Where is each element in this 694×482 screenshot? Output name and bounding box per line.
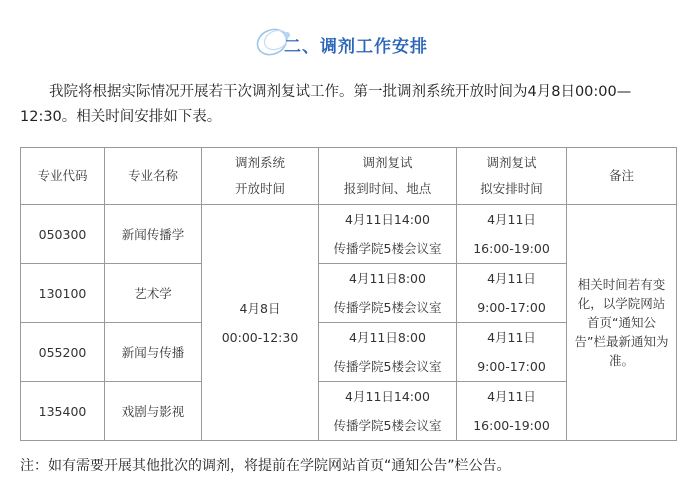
header-plan: 调剂复试 拟安排时间 xyxy=(457,148,567,205)
name-cell: 戏剧与影视 xyxy=(105,382,202,441)
plan-cell: 4月11日 16:00-19:00 xyxy=(457,382,567,441)
plan-cell: 4月11日 16:00-19:00 xyxy=(457,205,567,264)
plan-cell: 4月11日 9:00-17:00 xyxy=(457,323,567,382)
table-row xyxy=(21,205,677,264)
intro-paragraph: 我院将根据实际情况开展若干次调剂复试工作。第一批调剂系统开放时间为4月8日00:00—12:30。相关时间安排如下表。 xyxy=(20,84,632,125)
footnote: 注：如有需要开展其他批次的调剂，将提前在学院网站首页“通知公告”栏公告。 xyxy=(20,458,511,474)
code-cell: 055200 xyxy=(21,323,105,382)
schedule-table xyxy=(20,147,677,441)
header-name: 专业名称 xyxy=(105,148,202,205)
report-cell: 4月11日14:00 传播学院5楼会议室 xyxy=(319,205,457,264)
report-cell: 4月11日14:00 传播学院5楼会议室 xyxy=(319,382,457,441)
table-header-row xyxy=(21,148,677,205)
name-cell: 艺术学 xyxy=(105,264,202,323)
plan-cell: 4月11日 9:00-17:00 xyxy=(457,264,567,323)
header-code: 专业代码 xyxy=(21,148,105,205)
note-cell: 相关时间若有变化，以学院网站首页“通知公告”栏最新通知为准。 xyxy=(567,205,677,441)
code-cell: 130100 xyxy=(21,264,105,323)
name-cell: 新闻与传播 xyxy=(105,323,202,382)
open-time-cell: 4月8日 00:00-12:30 xyxy=(202,205,319,441)
code-cell: 050300 xyxy=(21,205,105,264)
report-cell: 4月11日8:00 传播学院5楼会议室 xyxy=(319,323,457,382)
code-cell: 135400 xyxy=(21,382,105,441)
name-cell: 新闻传播学 xyxy=(105,205,202,264)
header-report: 调剂复试 报到时间、地点 xyxy=(319,148,457,205)
header-open-time: 调剂系统 开放时间 xyxy=(202,148,319,205)
report-cell: 4月11日8:00 传播学院5楼会议室 xyxy=(319,264,457,323)
header-note: 备注 xyxy=(567,148,677,205)
section-header xyxy=(240,22,460,62)
section-title: 二、调剂工作安排 xyxy=(284,37,428,57)
